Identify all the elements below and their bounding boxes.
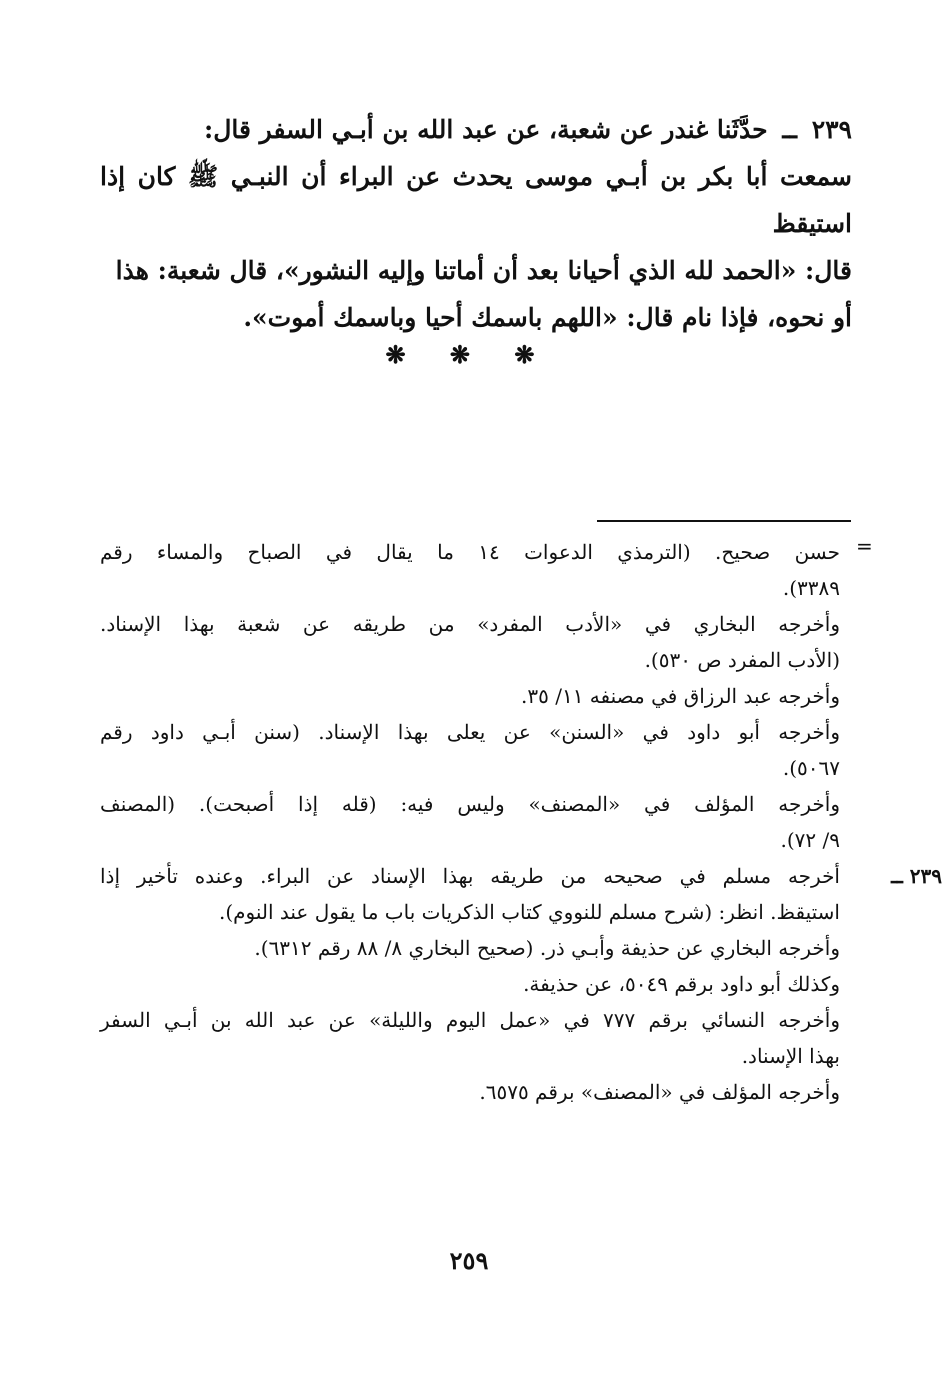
footnote-239 (100, 858, 942, 1110)
hadith-line-4: أو نحوه، فإذا نام قال: «اللهم باسمك أحيا وباسمك أموت». (243, 303, 852, 332)
footnote-line: وأخرجه المؤلف في «المصنف» برقم ٦٥٧٥. (479, 1080, 840, 1104)
footnote-line: وأخرجه المؤلف في «المصنف» وليس فيه: (قله إذا أصبحت). (المصنف (100, 792, 840, 816)
footnote-line: استيقظ. انظر: (شرح مسلم للنووي كتاب الذكريات باب ما يقول عند النوم). (218, 900, 840, 924)
footnote-line: ٣٣٨٩). (782, 576, 840, 600)
footnote-paragraph (100, 678, 840, 714)
footnote-paragraph (100, 534, 840, 606)
footnote-line: ٩/ ٧٢). (780, 828, 840, 852)
footnote-line: وأخرجه البخاري عن حذيفة وأبـي ذر. (صحيح البخاري ٨/ ٨٨ رقم ٦٣١٢). (254, 936, 840, 960)
footnote-line: وأخرجه أبو داود في «السنن» عن يعلى بهذا الإسناد. (سنن أبـي داود رقم (100, 720, 840, 744)
footnote-paragraph (100, 858, 840, 930)
footnote-divider (597, 520, 851, 522)
footnote-paragraph (100, 1074, 840, 1110)
footnote-line: حسن صحيح. (الترمذي الدعوات ١٤ ما يقال في الصباح والمساء رقم (100, 540, 840, 564)
hadith-number: ٢٣٩ (811, 115, 852, 144)
footnote-line: بهذا الإسناد. (741, 1044, 840, 1068)
footnote-line: (الأدب المفرد ص ٥٣٠). (644, 648, 840, 672)
footnote-line: وأخرجه النسائي برقم ٧٧٧ في «عمل اليوم والليلة» عن عبد الله بن أبـي السفر (100, 1008, 840, 1032)
footnote-line: ٥٠٦٧). (782, 756, 840, 780)
footnote-line: أخرجه مسلم في صحيحه من طريقه بهذا الإسناد عن البراء. وعنده تأخير إذا (100, 864, 840, 888)
hadith-line-1-text: حدَّثَنا غندر عن شعبة، عن عبد الله بن أبـي السفر قال: (203, 115, 768, 144)
footnote-line: وأخرجه عبد الرزاق في مصنفه ١١/ ٣٥. (521, 684, 840, 708)
hadith-line-3: قال: «الحمد لله الذي أحيانا بعد أن أماتنا وإليه النشور»، قال شعبة: هذا (115, 256, 852, 285)
footnote-line: وكذلك أبو داود برقم ٥٠٤٩، عن حذيفة. (523, 972, 840, 996)
footnote-paragraph (100, 606, 840, 678)
footnote-paragraph (100, 714, 840, 786)
footnote-line: وأخرجه البخاري في «الأدب المفرد» من طريقه عن شعبة بهذا الإسناد. (100, 612, 840, 636)
page-number: ٢٥٩ (449, 1246, 489, 1275)
hadith-dash: ــ (782, 115, 797, 144)
footnotes-section (100, 534, 942, 1110)
footnote-continuation-mark: = (856, 534, 873, 558)
section-separator-stars: ❋ ❋ ❋ (385, 340, 553, 369)
footnote-paragraph (100, 966, 840, 1002)
footnote-paragraph (100, 786, 840, 858)
hadith-text (100, 106, 852, 341)
footnote-paragraph (100, 1002, 840, 1074)
hadith-line-1 (100, 106, 852, 153)
footnote-239-number: ٢٣٩ ــ (891, 864, 942, 888)
hadith-line-2: سمعت أبا بكر بن أبـي موسى يحدث عن البراء أن النبـي ﷺ كان إذا استيقظ (100, 162, 852, 238)
footnote-paragraph (100, 930, 840, 966)
